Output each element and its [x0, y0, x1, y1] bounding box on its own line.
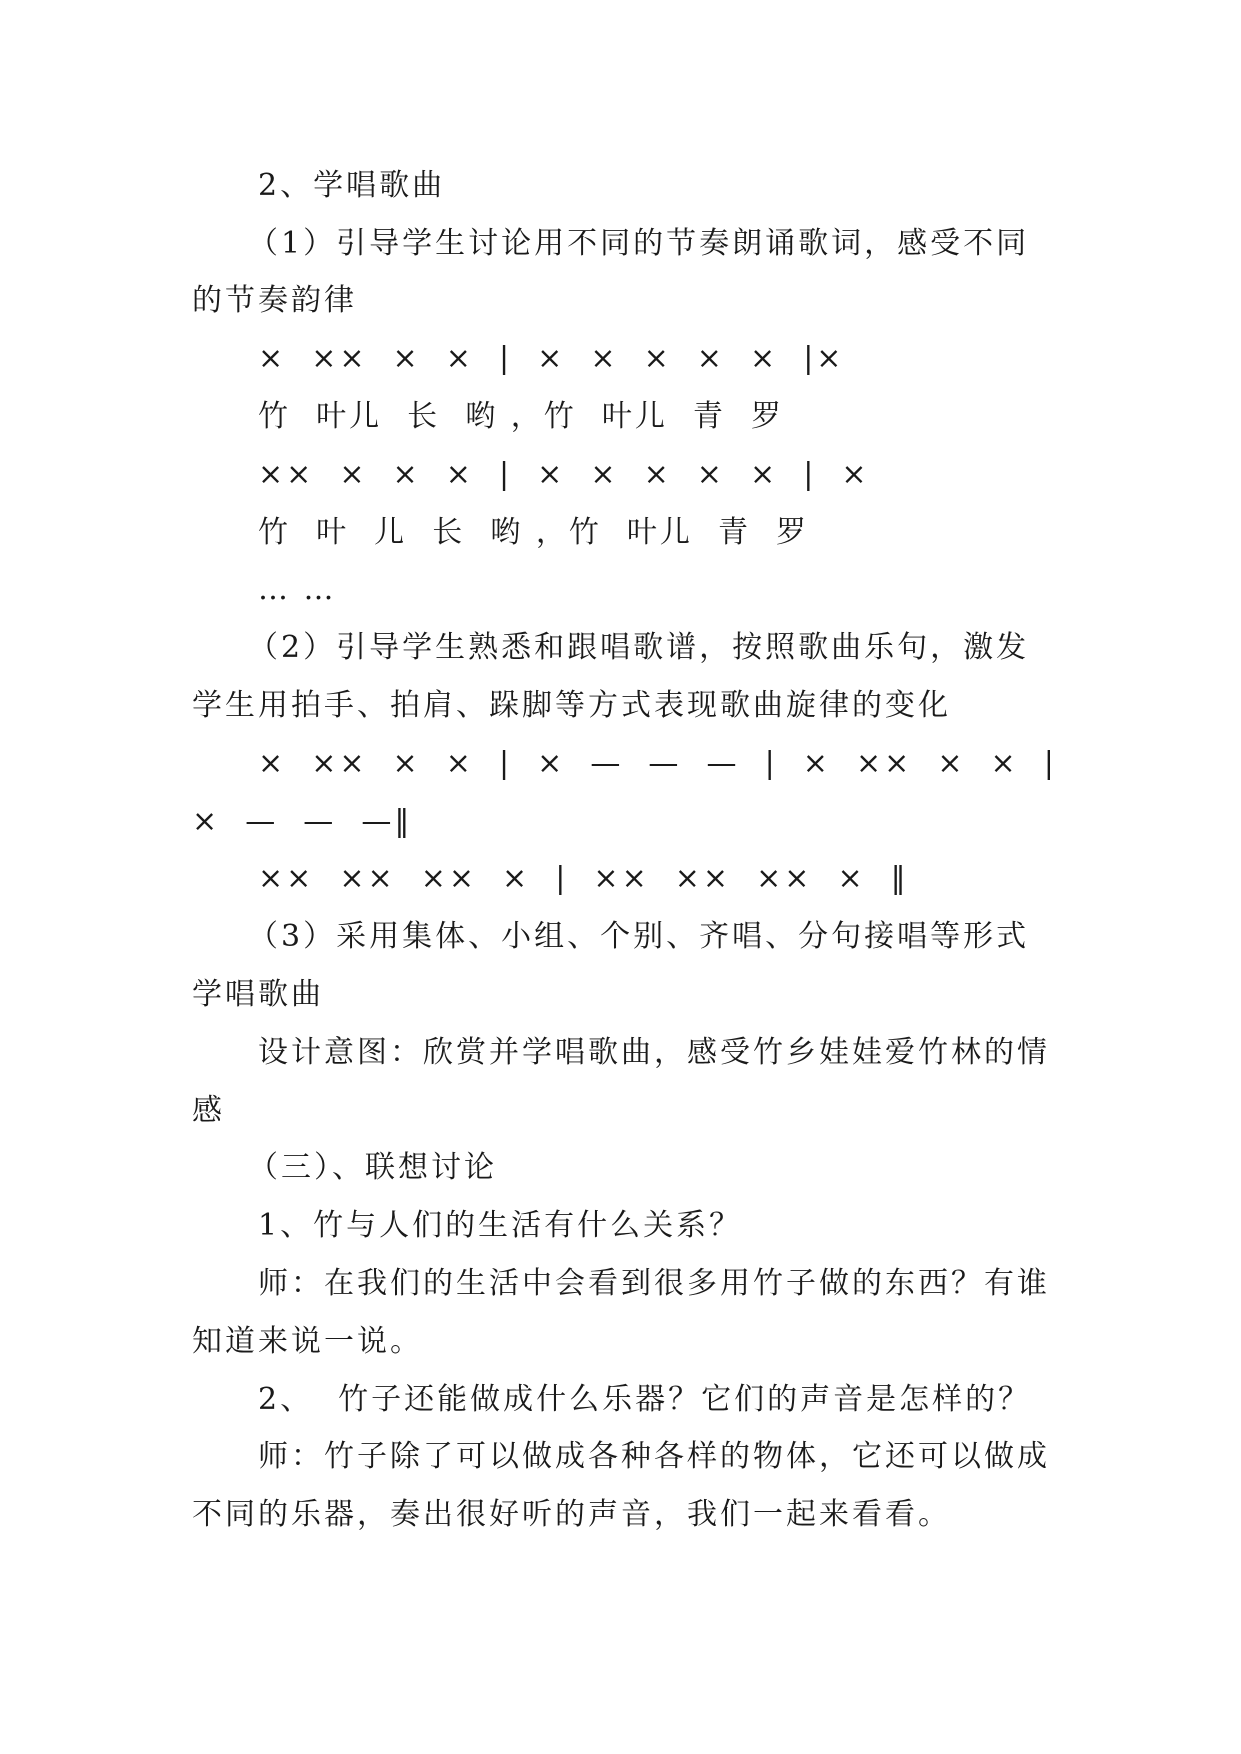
paragraph-line: 的节奏韵律 — [192, 283, 357, 318]
paragraph-line: 学生用拍手、拍肩、跺脚等方式表现歌曲旋律的变化 — [192, 688, 951, 723]
ellipsis-line: … … — [258, 572, 337, 607]
question-line: 2、 竹子还能做成什么乐器？它们的声音是怎样的？ — [258, 1382, 1032, 1417]
paragraph-line: （3）采用集体、小组、个别、齐唱、分句接唱等形式 — [248, 919, 1030, 954]
paragraph-line: 不同的乐器，奏出很好听的声音，我们一起来看看。 — [192, 1497, 951, 1532]
paragraph-line: （2）引导学生熟悉和跟唱歌谱，按照歌曲乐句，激发 — [248, 630, 1030, 665]
lyrics-line: 竹 叶儿 长 哟 ，竹 叶儿 青 罗 — [258, 399, 784, 434]
teacher-line: 师：在我们的生活中会看到很多用竹子做的东西？有谁 — [258, 1266, 1050, 1301]
paragraph-line: （1）引导学生讨论用不同的节奏朗诵歌词，感受不同 — [248, 226, 1030, 261]
paragraph-line: 感 — [192, 1093, 225, 1128]
rhythm-notation-line: ×× × × × | × × × × × | × — [258, 457, 870, 492]
rhythm-notation-line: ×× ×× ×× × | ×× ×× ×× × ‖ — [258, 861, 909, 896]
rhythm-notation-line: × ×× × × | × — — — | × ×× × × | — [258, 746, 1057, 781]
rhythm-notation-line: × ×× × × | × × × × × |× — [258, 341, 845, 376]
teacher-line: 师：竹子除了可以做成各种各样的物体，它还可以做成 — [258, 1439, 1050, 1474]
rhythm-notation-line: × — — —‖ — [192, 804, 413, 839]
section-heading-association-discussion: （三）、联想讨论 — [248, 1150, 497, 1185]
design-intent-line: 设计意图：欣赏并学唱歌曲，感受竹乡娃娃爱竹林的情 — [258, 1035, 1050, 1070]
paragraph-line: 知道来说一说。 — [192, 1324, 423, 1359]
section-heading-learn-song: 2、学唱歌曲 — [258, 168, 446, 203]
lyrics-line: 竹 叶 儿 长 哟 ，竹 叶儿 青 罗 — [258, 515, 810, 550]
paragraph-line: 学唱歌曲 — [192, 977, 324, 1012]
question-line: 1、竹与人们的生活有什么关系？ — [258, 1208, 743, 1243]
